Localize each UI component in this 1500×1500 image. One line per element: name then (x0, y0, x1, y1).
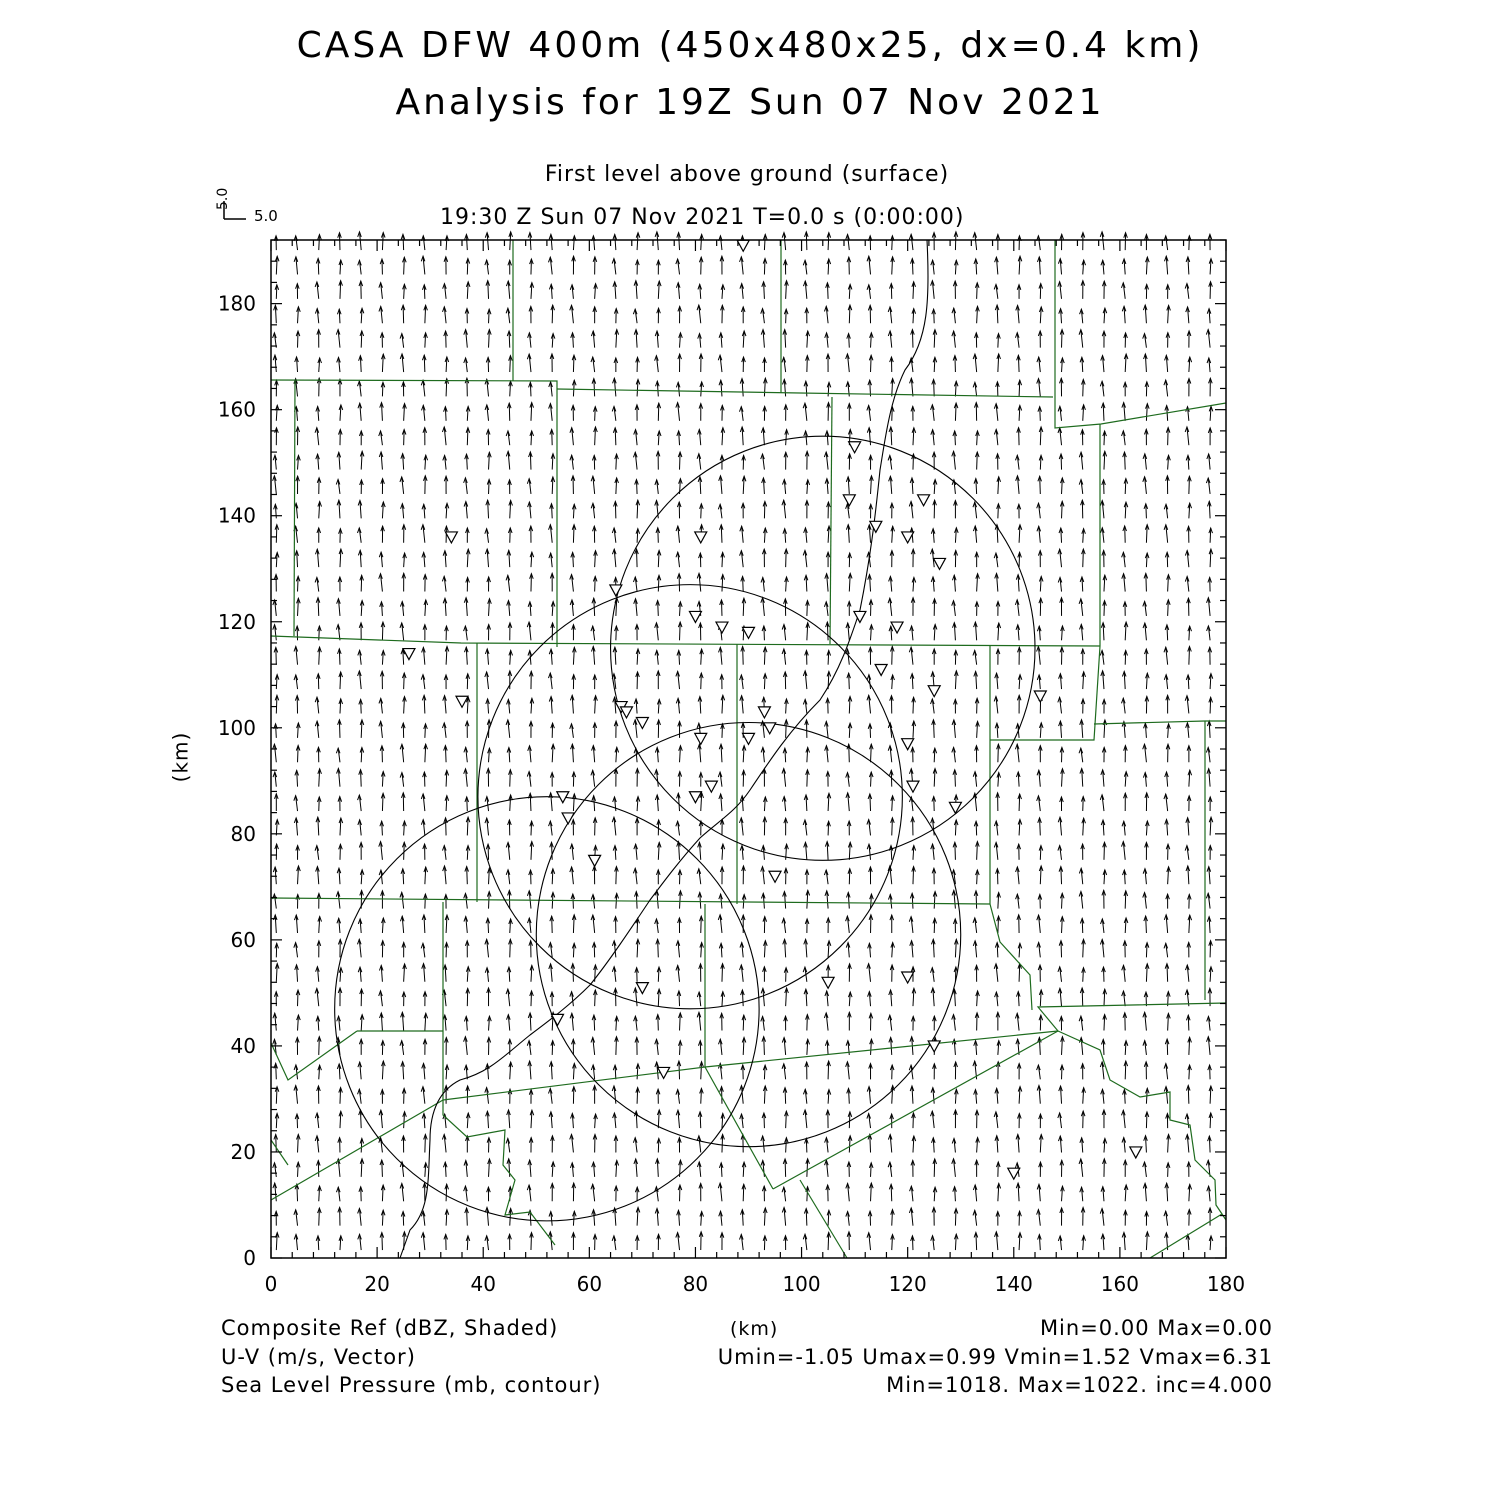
x-tick-label: 180 (1206, 1272, 1246, 1296)
radar-range-rings (335, 436, 1035, 1221)
station-marker (1034, 691, 1046, 702)
legend-pressure: Sea Level Pressure (mb, contour) (221, 1373, 602, 1397)
x-axis-label: (km) (730, 1318, 779, 1340)
station-marker (843, 495, 855, 506)
y-tick-label: 120 (217, 609, 256, 634)
valid-time-label: 19:30 Z Sun 07 Nov 2021 T=0.0 s (0:00:00) (440, 205, 965, 230)
y-tick-label: 40 (230, 1033, 256, 1058)
legend-reflectivity-range: Min=0.00 Max=0.00 (1039, 1316, 1273, 1340)
station-marker (907, 781, 919, 792)
station-marker (918, 495, 930, 506)
legend-reflectivity: Composite Ref (dBZ, Shaded) (221, 1316, 559, 1340)
station-marker (902, 972, 914, 983)
x-tick-label: 160 (1100, 1272, 1139, 1296)
station-marker (552, 1014, 564, 1025)
county-boundary (294, 381, 295, 636)
x-tick-label: 140 (994, 1272, 1033, 1296)
county-boundary (271, 636, 1100, 646)
station-marker (849, 442, 861, 453)
x-tick-label: 80 (682, 1272, 709, 1296)
station-marker (934, 558, 946, 569)
station-marker (928, 686, 940, 697)
x-tick-label: 100 (782, 1272, 821, 1296)
axis-ticks (218, 240, 1245, 1296)
station-marker (875, 664, 887, 675)
station-marker (705, 781, 717, 792)
station-marker (636, 717, 648, 728)
station-marker (445, 532, 457, 543)
station-marker (928, 1041, 940, 1052)
station-marker (716, 622, 728, 633)
radar-range-ring (611, 436, 1035, 860)
station-marker (695, 532, 707, 543)
station-marker (689, 611, 701, 622)
station-marker (949, 802, 961, 813)
station-marker (743, 627, 755, 638)
y-tick-label: 100 (217, 715, 256, 740)
station-marker (769, 871, 781, 882)
vector-key-u-label: 5.0 (254, 207, 278, 225)
county-boundary (773, 1031, 1058, 1189)
x-tick-label: 20 (364, 1272, 390, 1296)
county-boundary (1094, 721, 1226, 724)
county-boundary (1055, 240, 1226, 428)
station-marker (891, 622, 903, 633)
station-marker (743, 733, 755, 744)
county-boundary (443, 1067, 773, 1189)
map-title: CASA DFW 400m (450x480x25, dx=0.4 km) (296, 25, 1204, 66)
station-marker (737, 240, 749, 251)
x-tick-label: 0 (264, 1272, 278, 1296)
station-marker (822, 977, 834, 988)
county-boundary (271, 898, 990, 904)
station-marker (589, 855, 601, 866)
x-tick-label: 120 (888, 1272, 927, 1296)
wind-vector (1062, 330, 1063, 348)
county-boundary (271, 380, 557, 647)
station-marker (610, 585, 622, 596)
station-marker (854, 611, 866, 622)
y-tick-label: 180 (217, 291, 256, 316)
y-tick-label: 60 (230, 927, 256, 952)
county-boundary (443, 1100, 555, 1245)
wind-vector-field (273, 232, 1213, 1250)
station-marker (902, 532, 914, 543)
station-marker (1008, 1168, 1020, 1179)
x-tick-label: 40 (470, 1272, 496, 1296)
y-tick-label: 0 (243, 1246, 256, 1270)
county-boundary (557, 389, 1053, 397)
county-boundary (830, 397, 832, 644)
station-marker (870, 521, 882, 532)
y-tick-label: 20 (230, 1139, 256, 1164)
legend-pressure-range: Min=1018. Max=1022. inc=4.000 (886, 1373, 1273, 1397)
wind-vector (552, 305, 553, 323)
station-marker (695, 733, 707, 744)
radar-range-ring (536, 722, 960, 1146)
map-subtitle: Analysis for 19Z Sun 07 Nov 2021 (395, 82, 1105, 123)
vector-key (215, 188, 278, 225)
legend-wind: U-V (m/s, Vector) (221, 1345, 416, 1369)
vector-key-v-label: 5.0 (215, 187, 231, 210)
y-tick-label: 140 (217, 503, 256, 528)
x-tick-label: 60 (576, 1272, 603, 1296)
y-tick-label: 160 (217, 397, 256, 422)
y-axis-label: (km) (168, 731, 193, 783)
wind-vector (955, 232, 956, 250)
station-marker (636, 983, 648, 994)
station-marker (764, 723, 776, 734)
station-marker (1130, 1147, 1142, 1158)
level-label: First level above ground (surface) (544, 162, 950, 187)
station-marker (758, 707, 770, 718)
y-tick-label: 80 (230, 821, 256, 846)
county-boundary (705, 1003, 1226, 1067)
legend-wind-range: Umin=-1.05 Umax=0.99 Vmin=1.52 Vmax=6.31 (717, 1345, 1273, 1369)
